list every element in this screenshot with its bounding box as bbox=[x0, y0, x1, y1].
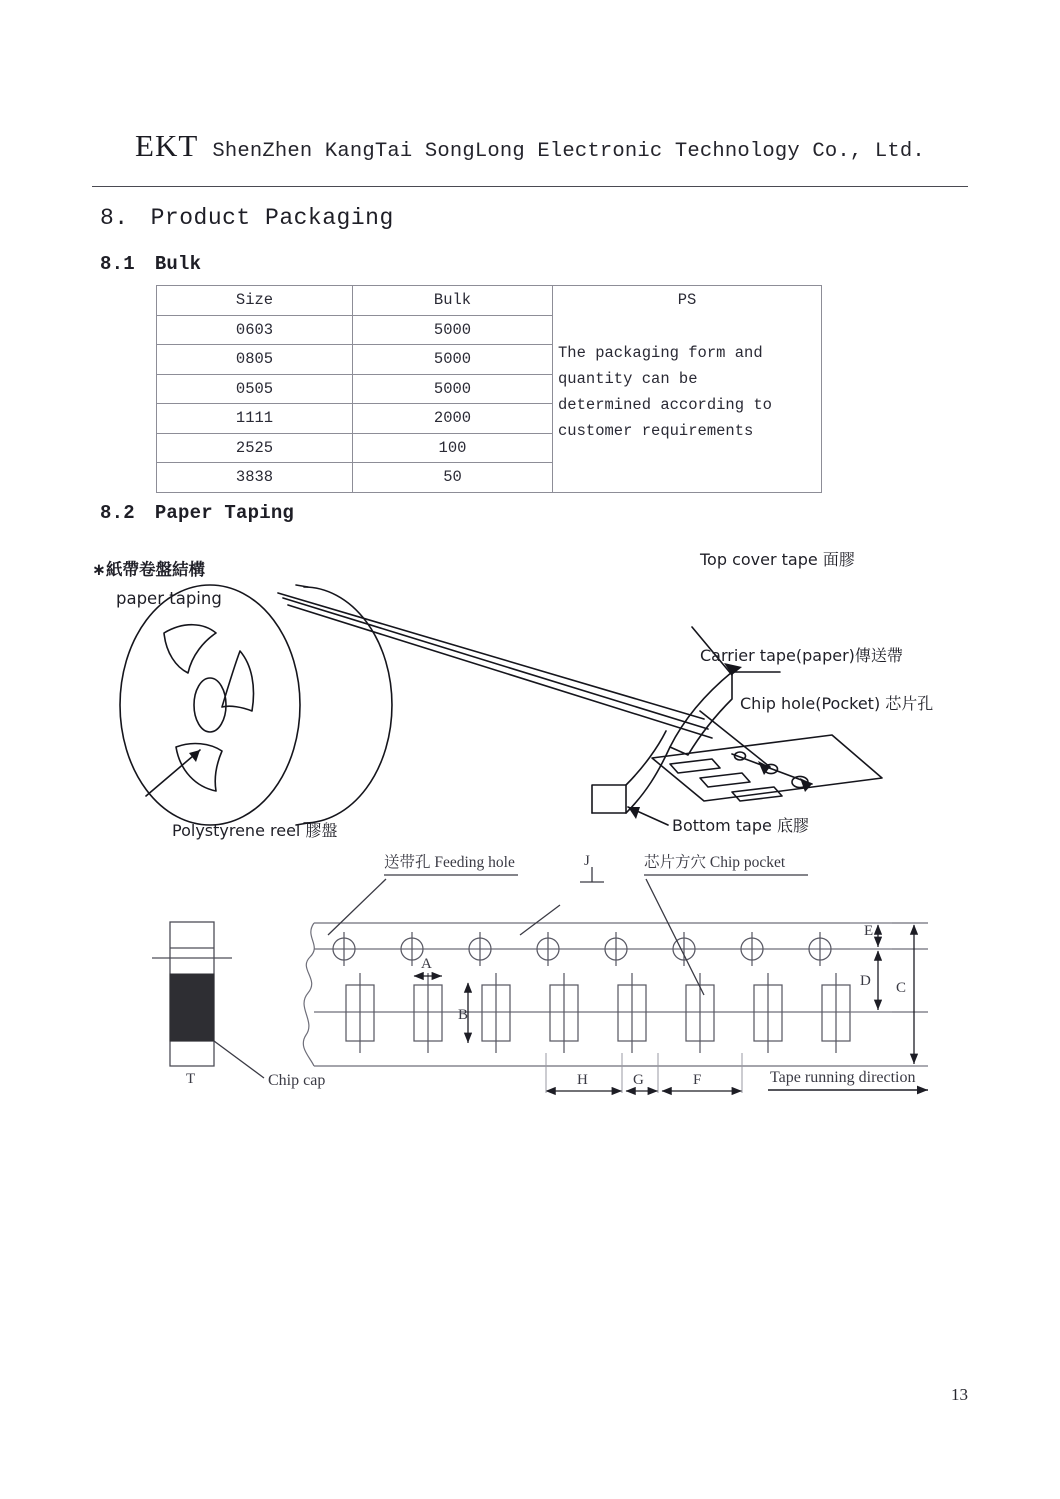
ps-note-line: quantity can be bbox=[558, 370, 698, 388]
label-bottom-tape: Bottom tape 底膠 bbox=[672, 816, 809, 835]
ps-note-line: The packaging form and bbox=[558, 344, 763, 362]
leader-line-J bbox=[520, 905, 560, 935]
leader-line-chip-hole bbox=[732, 754, 812, 784]
section-number: 8. bbox=[100, 205, 129, 231]
dimension-label-H: H bbox=[577, 1072, 588, 1088]
label-chip-cap: Chip cap bbox=[268, 1072, 326, 1089]
arrowhead bbox=[189, 750, 200, 762]
section-heading-paper-taping bbox=[100, 502, 294, 524]
chip-pocket-row bbox=[346, 973, 850, 1053]
leader-line-chip-pocket bbox=[646, 879, 704, 995]
cell-bulk: 5000 bbox=[353, 374, 553, 404]
chip-pocket bbox=[686, 973, 714, 1053]
dimension-label-G: G bbox=[633, 1072, 644, 1088]
chip-pocket bbox=[414, 973, 442, 1053]
column-header-size: Size bbox=[157, 286, 353, 316]
reel-title-marker: ∗ bbox=[92, 560, 106, 579]
chip-pocket bbox=[754, 973, 782, 1053]
reel-spoke-cutout bbox=[164, 625, 216, 673]
tape-break-line bbox=[303, 923, 314, 1066]
company-logo: EKT bbox=[135, 128, 199, 163]
reel-title-cn: 紙帶卷盤結構 bbox=[106, 560, 205, 579]
tape-strand bbox=[288, 605, 712, 738]
page-number: 13 bbox=[951, 1385, 968, 1404]
reel-title-en: paper taping bbox=[116, 589, 222, 608]
dimension-label-E: E bbox=[864, 923, 874, 939]
reel-spoke-cutout bbox=[222, 651, 254, 711]
chip-pocket bbox=[482, 973, 510, 1053]
label-top-cover-tape: Top cover tape 面膠 bbox=[700, 550, 855, 569]
dimension-label-C: C bbox=[896, 980, 907, 996]
tape-strand bbox=[278, 593, 704, 719]
cell-bulk: 2000 bbox=[353, 404, 553, 434]
document-header bbox=[0, 128, 1060, 164]
chip-pocket bbox=[822, 973, 850, 1053]
company-name: ShenZhen KangTai SongLong Electronic Technology Co., Ltd. bbox=[212, 140, 925, 163]
leader-line-feeding-hole bbox=[328, 879, 386, 935]
column-header-ps: PS bbox=[553, 286, 822, 493]
cell-bulk: 50 bbox=[353, 463, 553, 493]
chip-pocket bbox=[618, 973, 646, 1053]
label-chip-pocket: 芯片方穴 Chip pocket bbox=[644, 854, 786, 871]
cell-size: 1111 bbox=[157, 404, 353, 434]
chip-pocket-3d bbox=[700, 773, 750, 787]
cell-bulk: 100 bbox=[353, 433, 553, 463]
cell-size: 3838 bbox=[157, 463, 353, 493]
chip-pocket bbox=[550, 973, 578, 1053]
tape-dimension-figure bbox=[92, 845, 972, 1120]
section-heading-product-packaging bbox=[100, 205, 394, 231]
top-cover-tape-ribbon bbox=[670, 672, 732, 755]
ps-note bbox=[558, 340, 820, 444]
label-polystyrene-reel: Polystyrene reel 膠盤 bbox=[172, 821, 338, 840]
reel-center-hole bbox=[194, 678, 226, 732]
label-tape-direction: Tape running direction bbox=[770, 1069, 916, 1086]
arrowhead bbox=[628, 807, 640, 819]
table-header-row bbox=[157, 286, 822, 316]
cell-size: 0505 bbox=[157, 374, 353, 404]
ps-note-line: customer requirements bbox=[558, 422, 754, 440]
dimension-label-J: J bbox=[584, 853, 590, 869]
chip-cap-body bbox=[170, 974, 214, 1041]
cell-size: 2525 bbox=[157, 433, 353, 463]
chip-pocket-3d bbox=[670, 759, 720, 773]
cell-bulk: 5000 bbox=[353, 345, 553, 375]
header-divider bbox=[92, 186, 968, 187]
reel-structure-figure bbox=[92, 535, 972, 850]
leader-line-reel bbox=[146, 750, 200, 796]
subsection-number-taping: 8.2 bbox=[100, 502, 135, 524]
label-chip-hole: Chip hole(Pocket) 芯片孔 bbox=[740, 694, 934, 713]
subsection-title-bulk: Bulk bbox=[154, 253, 202, 275]
dimension-label-T: T bbox=[186, 1071, 196, 1087]
bottom-tape-ribbon bbox=[626, 731, 670, 813]
leader-line-chip-cap bbox=[214, 1041, 264, 1078]
dimension-label-D: D bbox=[860, 973, 871, 989]
cell-bulk: 5000 bbox=[353, 315, 553, 345]
arrowhead bbox=[800, 778, 812, 792]
ps-note-line: determined according to bbox=[558, 396, 772, 414]
subsection-title-taping: Paper Taping bbox=[154, 502, 295, 524]
dimension-label-B: B bbox=[458, 1007, 469, 1023]
tape-strand bbox=[283, 598, 708, 729]
label-carrier-tape: Carrier tape(paper)傳送帶 bbox=[700, 646, 903, 665]
dimension-label-A: A bbox=[421, 956, 432, 972]
column-header-bulk: Bulk bbox=[353, 286, 553, 316]
label-feeding-hole: 送带孔 Feeding hole bbox=[384, 854, 515, 871]
section-title: Product Packaging bbox=[150, 205, 394, 231]
section-heading-bulk bbox=[100, 253, 201, 275]
cell-size: 0805 bbox=[157, 345, 353, 375]
dimension-label-F: F bbox=[693, 1072, 702, 1088]
chip-pocket bbox=[346, 973, 374, 1053]
subsection-number-bulk: 8.1 bbox=[100, 253, 135, 275]
cell-size: 0603 bbox=[157, 315, 353, 345]
